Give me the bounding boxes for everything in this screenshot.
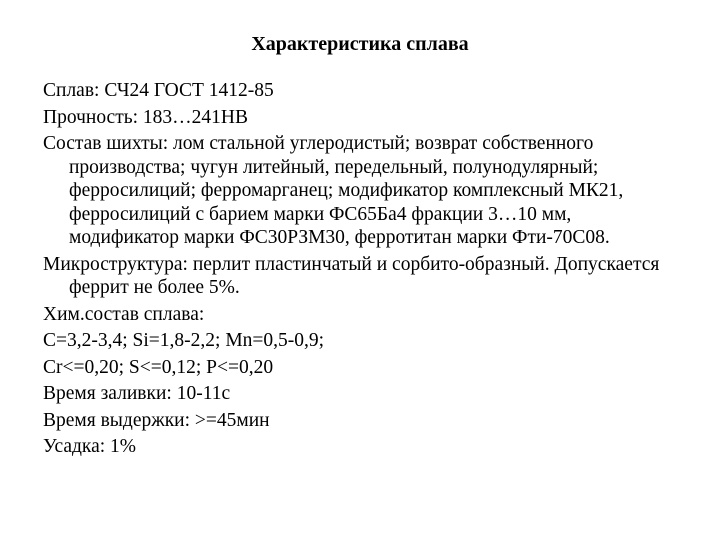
- alloy-grade-line: Сплав: СЧ24 ГОСТ 1412-85: [43, 80, 274, 101]
- holding-time-line: Время выдержки: >=45мин: [43, 409, 270, 431]
- chemical-composition-line-2: Cr<=0,20; S<=0,12; P<=0,20: [43, 356, 274, 378]
- charge-composition-paragraph: Состав шихты: лом стальной углеродистый; возврат собственного производства; чугун литейный, передельный, полунодулярный; ферросилиций; ферромарганец; модификатор комплексный МК21, ферросилиций с барием марки ФС65Ба4 фракции 3…10 мм, модификатор марки ФС30РЗМ30, ферротитан марки Фти-70С08.: [43, 133, 624, 248]
- chemical-composition-heading: Хим.состав сплава:: [43, 303, 205, 325]
- shrinkage-line: Усадка: 1%: [43, 436, 137, 457]
- strength-line: Прочность: 183…241НВ: [43, 106, 249, 128]
- chemical-composition-line-1: C=3,2-3,4; Si=1,8-2,2; Mn=0,5-0,9;: [43, 330, 325, 351]
- pouring-time-line: Время заливки: 10-11с: [43, 383, 231, 404]
- page-title: Характеристика сплава: [251, 33, 469, 55]
- microstructure-paragraph: Микроструктура: перлит пластинчатый и сорбито-образный. Допускается феррит не более 5%.: [43, 253, 660, 298]
- body-text: [43, 79, 683, 462]
